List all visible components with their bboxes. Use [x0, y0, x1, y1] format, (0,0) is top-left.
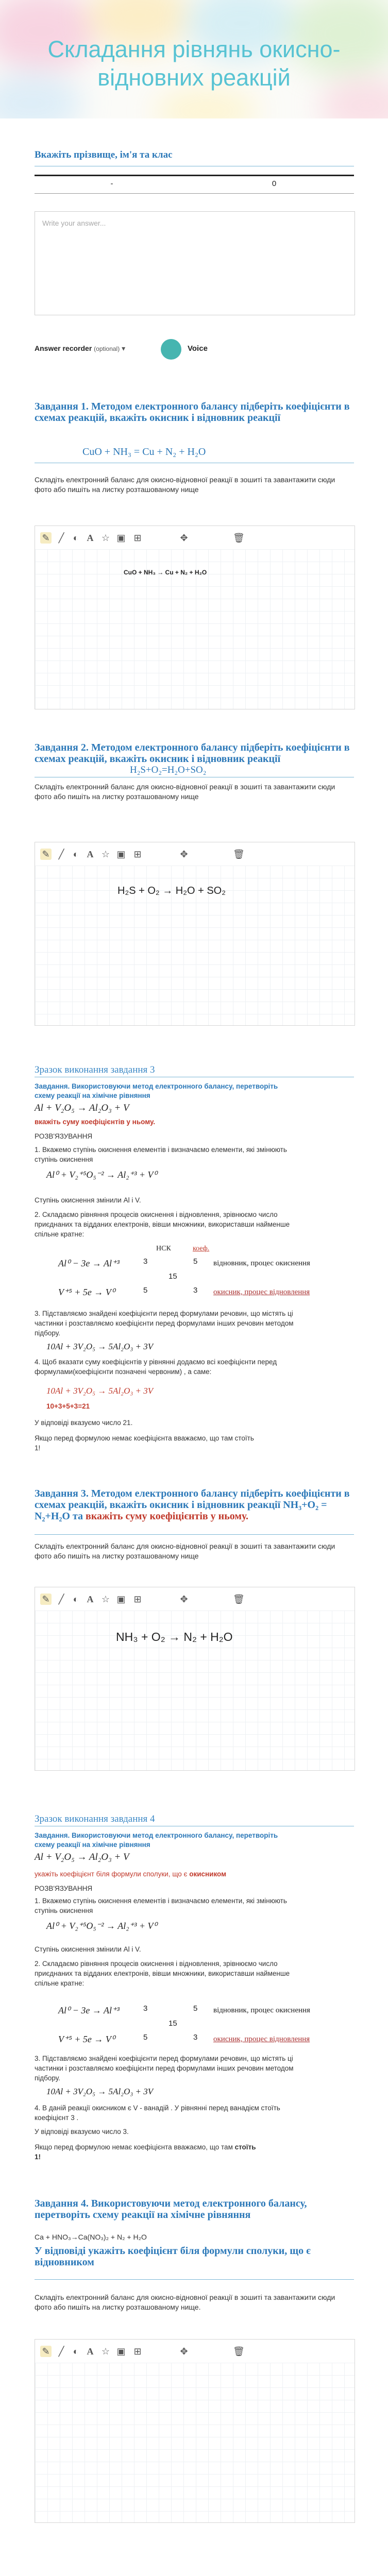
- sample3-note: Якщо перед формулою немає коефіцієнта вважаємо, що там стоїть 1!: [35, 1434, 254, 1452]
- sample3-step4-eq: 10Al + 3V₂O₅ → 5Al₂O₃ + 3V: [46, 1386, 154, 1396]
- sample3-answer: У відповіді вказуємо число 21.: [35, 1419, 133, 1427]
- move-icon[interactable]: ✥: [180, 1594, 188, 1604]
- sample4-step1: 1. Вкажемо ступінь окиснення елементів і визначаємо елементи, які змінюють ступінь окиснення: [35, 1897, 287, 1914]
- solution-label: РОЗВ'ЯЗУВАННЯ: [35, 1132, 93, 1140]
- line1-k: 5: [193, 2004, 198, 2013]
- canvas-text: H₂S + O₂ → H₂O + SO₂: [117, 885, 226, 896]
- text-icon[interactable]: A: [87, 2346, 94, 2357]
- sample4-heading: Зразок виконання завдання 4: [35, 1814, 155, 1824]
- sample4-step1-eq: Al⁰ + V₂⁺⁵O₅⁻² → Al₂⁺³ + V⁰: [46, 1921, 157, 1931]
- koef-label: коеф.: [193, 1245, 210, 1252]
- sample4-red-note: [35, 1870, 226, 1878]
- voice-label: Voice: [188, 344, 208, 353]
- task3-title: [35, 1488, 354, 1522]
- drawing-canvas[interactable]: [35, 1611, 355, 1771]
- sample4-note: [35, 2142, 261, 2162]
- student-prompt: Вкажіть прізвище, ім'я та клас: [35, 149, 173, 160]
- task4-formula: Ca + HNO₃→Ca(NO₃)₂ + N₂ + H₂O: [35, 2233, 147, 2241]
- line2-n: 5: [143, 1286, 148, 1295]
- text-icon[interactable]: A: [87, 849, 94, 859]
- line-icon[interactable]: ╱: [58, 533, 64, 543]
- sample3-step3-eq: 10Al + 3V₂O₅ → 5Al₂O₃ + 3V: [46, 1342, 154, 1351]
- line2-desc: окисник, процес відновлення: [213, 1288, 310, 1296]
- sample4-step4: 4. В даній реакції окисником є V - ванадій . У рівнянні перед ванадієм стоїть коефіцієнт 3 .: [35, 2104, 280, 2122]
- task4-subtitle: У відповіді укажіть коефіцієнт біля формули сполуки, що є відновником: [35, 2245, 311, 2268]
- shapes-icon[interactable]: ⊞: [133, 1594, 142, 1604]
- sample4-note-bold: стоїть 1!: [35, 2143, 256, 2161]
- task3-title-red: вкажіть суму коефіцієнтів у ньому.: [86, 1511, 249, 1522]
- sample4-red-note-bold: окисником: [189, 1870, 227, 1878]
- sample4-step3-eq: 10Al + 3V₂O₅ → 5Al₂O₃ + 3V: [46, 2087, 154, 2096]
- sample3-subheading: Завдання. Використовуючи метод електронного балансу, перетворіть схему реакції на хімічне рівняння: [35, 1082, 278, 1099]
- star-icon[interactable]: ☆: [101, 849, 110, 859]
- line1-n: 3: [143, 2004, 148, 2013]
- line2-eq: V⁺⁵ + 5e → V⁰: [58, 1287, 115, 1297]
- sample3-step1-eq: Al⁰ + V₂⁺⁵O₅⁻² → Al₂⁺³ + V⁰: [46, 1170, 157, 1180]
- mid-value: 15: [168, 2019, 177, 2028]
- table-cell[interactable]: 0: [272, 179, 277, 188]
- line2-eq: V⁺⁵ + 5e → V⁰: [58, 2034, 115, 2044]
- line-icon[interactable]: ╱: [58, 849, 64, 859]
- divider: [35, 1534, 354, 1535]
- chevron-down-icon: ▾: [122, 344, 126, 352]
- divider: [35, 2279, 354, 2280]
- sample4-answer: У відповіді вказуємо число 3.: [35, 2128, 129, 2136]
- pencil-icon[interactable]: ✎: [40, 2346, 52, 2357]
- sample4-step2: 2. Складаємо рівняння процесів окиснення і відновлення, зрівнюємо число приєднаних та відданих електронів, вівши множники, використавши найменше спільне кратне:: [35, 1960, 290, 1987]
- star-icon[interactable]: ☆: [101, 1594, 110, 1604]
- line-icon[interactable]: ╱: [58, 2346, 64, 2357]
- image-icon[interactable]: ▣: [116, 1594, 126, 1604]
- line1-n: 3: [143, 1257, 148, 1266]
- sample3-step3: 3. Підставляємо знайдені коефіцієнти перед формулами речовин, що містять ці частинки і розставляємо коефіцієнти перед формулами інших речовин методом підбору.: [35, 1310, 294, 1337]
- image-icon[interactable]: ▣: [116, 533, 126, 543]
- recorder-label: Answer recorder: [35, 344, 92, 352]
- line2-desc: окисник, процес відновлення: [213, 2035, 310, 2043]
- line1-eq: Al⁰ − 3e → Al⁺³: [58, 2005, 120, 2015]
- color-icon[interactable]: ◐: [73, 849, 79, 859]
- line2-k: 3: [193, 2033, 198, 2042]
- sample3-step2: 2. Складаємо рівняння процесів окиснення і відновлення, зрівнюємо число приєднаних та відданих електронів, вівши множники, використавши найменше спільне кратне:: [35, 1211, 290, 1238]
- student-table: [35, 175, 354, 194]
- shapes-icon[interactable]: ⊞: [133, 533, 142, 543]
- sample4-step1-note: Ступінь окиснення змінили Al і V.: [35, 1945, 141, 1953]
- color-icon[interactable]: ◐: [73, 533, 79, 543]
- sample3-equation: Al + V₂O₅ → Al₂O₃ + V: [35, 1103, 129, 1113]
- trash-icon[interactable]: 🗑: [233, 1594, 245, 1604]
- image-icon[interactable]: ▣: [116, 2346, 126, 2357]
- sample3-step1-note: Ступінь окиснення змінили Al і V.: [35, 1196, 141, 1204]
- sample4-note-main: Якщо перед формулою немає коефіцієнта вважаємо, що там: [35, 2143, 235, 2151]
- line-icon[interactable]: ╱: [58, 1594, 64, 1604]
- move-icon[interactable]: ✥: [180, 2346, 188, 2357]
- task3-desc: Складіть електронний баланс для окисно-відновної реакції в зошиті та завантажити сюди фото або пишіть на листку розташованому нище: [35, 1542, 335, 1560]
- page-title: Складання рівнянь окисно-відновних реакцій: [47, 36, 341, 91]
- canvas-text: CuO + NH₃ → Cu + N₂ + H₂O: [124, 569, 207, 576]
- sample4-equation: Al + V₂O₅ → Al₂O₃ + V: [35, 1852, 129, 1862]
- text-icon[interactable]: A: [87, 533, 94, 543]
- color-icon[interactable]: ◐: [73, 1594, 79, 1604]
- image-icon[interactable]: ▣: [116, 849, 126, 859]
- drawing-toolbar: [35, 526, 355, 550]
- sample4-red-note-main: укажіть коефіцієнт біля формули сполуки, що є: [35, 1870, 190, 1878]
- recorder-optional: (optional): [94, 345, 120, 352]
- line1-eq: Al⁰ − 3e → Al⁺³: [58, 1258, 120, 1268]
- move-icon[interactable]: ✥: [180, 533, 188, 543]
- text-icon[interactable]: A: [87, 1594, 94, 1604]
- task2-formula: H₂S+O₂=H₂O+SO₂: [130, 765, 207, 775]
- pencil-icon[interactable]: ✎: [40, 532, 52, 544]
- sample3-red-note: вкажіть суму коефіцієнтів у ньому.: [35, 1118, 156, 1126]
- sample3-step1: 1. Вкажемо ступінь окиснення елементів і визначаємо елементи, які змінюють ступінь окиснення: [35, 1146, 287, 1163]
- move-icon[interactable]: ✥: [180, 849, 188, 859]
- trash-icon[interactable]: 🗑: [233, 2346, 245, 2357]
- trash-icon[interactable]: 🗑: [233, 849, 245, 859]
- pencil-icon[interactable]: ✎: [40, 849, 52, 860]
- sample3-heading: Зразок виконання завдання 3: [35, 1064, 155, 1075]
- task2-desc: Складіть електронний баланс для окисно-відновної реакції в зошиті та завантажити сюди фото або пишіть на листку розташованому нище: [35, 783, 335, 801]
- pencil-icon[interactable]: ✎: [40, 1594, 52, 1605]
- record-button[interactable]: [161, 339, 181, 360]
- table-cell[interactable]: -: [110, 179, 113, 188]
- answer-textarea[interactable]: [35, 211, 355, 315]
- answer-placeholder: Write your answer...: [42, 219, 106, 227]
- sample3-sum: 10+3+5+3=21: [46, 1402, 90, 1410]
- sample4-subheading: Завдання. Використовуючи метод електронного балансу, перетворіть схему реакції на хімічне рівняння: [35, 1832, 278, 1849]
- line1-k: 5: [193, 1257, 198, 1266]
- shapes-icon[interactable]: ⊞: [133, 2346, 142, 2357]
- task1-desc: Складіть електронний баланс для окисно-відновної реакції в зошиті та завантажити сюди фото або пишіть на листку розташованому нище: [35, 476, 335, 494]
- task1-title: Завдання 1. Методом електронного балансу підберіть коефіцієнти в схемах реакцій, вкажіть окисник і відновник реакції: [35, 401, 350, 423]
- answer-recorder: [35, 344, 125, 353]
- drawing-toolbar: [35, 1587, 355, 1612]
- task2-title: Завдання 2. Методом електронного балансу підберіть коефіцієнти в схемах реакцій, вкажіть окисник і відновник реакції: [35, 742, 350, 765]
- sample4-step3: 3. Підставляємо знайдені коефіцієнти перед формулами речовин, що містять ці частинки і розставляємо коефіцієнти перед формулами інших речовин методом підбору.: [35, 2055, 294, 2082]
- task4-desc: Складіть електронний баланс для окисно-відновної реакції в зошиті та завантажити сюди фото або пишіть на листку розташованому нище.: [35, 2293, 335, 2311]
- task3-title-main: Завдання 3. Методом електронного балансу підберіть коефіцієнти в схемах реакцій, вкажіть окисник і відновник реакції NH₃+O₂ = N₂+H₂O та: [35, 1488, 350, 1522]
- task1-formula: CuO + NH₃ = Cu + N₂ + H₂O: [82, 446, 206, 457]
- mid-value: 15: [168, 1272, 177, 1281]
- line2-n: 5: [143, 2033, 148, 2042]
- star-icon[interactable]: ☆: [101, 533, 110, 543]
- star-icon[interactable]: ☆: [101, 2346, 110, 2357]
- trash-icon[interactable]: 🗑: [233, 533, 245, 543]
- solution-label: РОЗВ'ЯЗУВАННЯ: [35, 1885, 93, 1892]
- drawing-toolbar: [35, 842, 355, 867]
- drawing-canvas[interactable]: [35, 2363, 355, 2523]
- task4-title: Завдання 4. Використовуючи метод електронного балансу, перетворіть схему реакції на хімічне рівняння: [35, 2198, 307, 2221]
- drawing-toolbar: [35, 2339, 355, 2364]
- color-icon[interactable]: ◐: [73, 2346, 79, 2357]
- sample3-step4: 4. Щоб вказати суму коефіцієнтів у рівнянні додаємо всі коефіцієнти перед формулами(коефіцієнти позначені червоним) , а саме:: [35, 1358, 277, 1376]
- drawing-canvas[interactable]: [35, 866, 355, 1026]
- nsk-label: НСК: [156, 1245, 171, 1252]
- shapes-icon[interactable]: ⊞: [133, 849, 142, 859]
- drawing-canvas[interactable]: [35, 549, 355, 709]
- line1-desc: відновник, процес окиснення: [213, 2006, 310, 2014]
- line1-desc: відновник, процес окиснення: [213, 1259, 310, 1267]
- canvas-text: NH₃ + O₂ → N₂ + H₂O: [116, 1630, 233, 1643]
- line2-k: 3: [193, 1286, 198, 1295]
